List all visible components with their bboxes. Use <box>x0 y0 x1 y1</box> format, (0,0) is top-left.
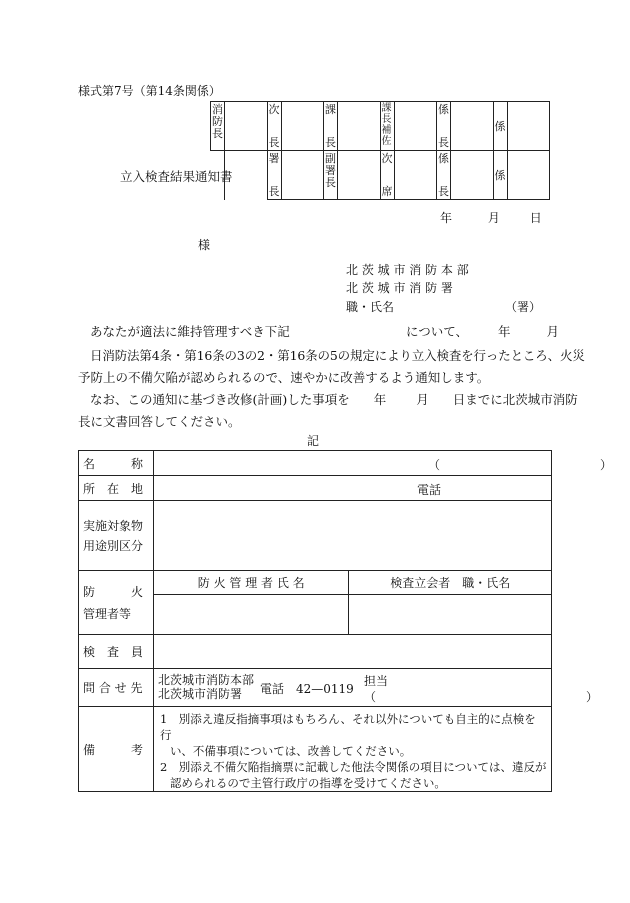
body-line-2: 日消防法第4条・第16条の3の2・第16条の5の規定により立入検査を行ったところ、火災 <box>90 348 585 363</box>
body-line-4: なお、この通知に基づき改修(計画)した事項を 年 月 日までに北茨城市消防 <box>90 392 578 407</box>
stamp-label-section-chief: 課 長 <box>325 103 336 149</box>
address-label: 所 在 地 <box>79 476 154 501</box>
stamp-label-subsection-chief: 係 長 <box>438 103 449 149</box>
stamp-box <box>338 151 380 200</box>
inspector-witness-field <box>349 595 552 635</box>
inspection-details-table <box>78 450 612 792</box>
usage-category-label: 実施対象物 用途別区分 <box>79 501 154 571</box>
stamp-box <box>507 151 549 200</box>
addressee-suffix: 様 <box>198 238 211 252</box>
fire-manager-header: 防 火 管 理 者 氏 名 <box>153 571 349 595</box>
contact-label: 問 合 せ 先 <box>79 669 154 707</box>
stamp-box <box>281 151 323 200</box>
issuer-seal: （署） <box>505 300 542 314</box>
stamp-box <box>394 151 436 200</box>
date-line: 年 月 日 <box>440 211 542 225</box>
stamp-label-assistant-chief: 課 長 補 佐 <box>380 102 394 151</box>
ki-heading: 記 <box>307 434 320 448</box>
body-line-5: 長に文書回答してください。 <box>78 414 241 429</box>
stamp-box <box>225 102 267 151</box>
contact-field: 北茨城市消防本部 北茨城市消防署 電話 42—0119 担当 （ ） <box>153 669 551 707</box>
body-line-1: あなたが適法に維持管理すべき下記 <box>90 324 290 339</box>
issuer-name-label: 職・氏名 <box>346 300 395 314</box>
issuer-line-2: 北 茨 城 市 消 防 署 <box>346 281 453 295</box>
inspector-field <box>153 635 551 669</box>
body-line-3: 予防上の不備欠陥が認められるので、速やかに改善するよう通知します。 <box>78 370 490 385</box>
stamp-label-subsection-chief-2: 係 長 <box>438 152 449 198</box>
stamp-label-staff-2: 係 <box>493 151 507 200</box>
issuer-line-1: 北 茨 城 市 消 防 本 部 <box>346 263 469 277</box>
fire-prevention-manager-label: 防 火 管理者等 <box>79 571 154 635</box>
fire-manager-name-field <box>153 595 349 635</box>
stamp-box <box>451 151 493 200</box>
stamp-label-deputy-station-chief: 副 署 長 <box>324 151 338 200</box>
stamp-label-station-chief: 署 長 <box>268 152 280 198</box>
remarks-label: 備 考 <box>79 707 154 792</box>
inspector-witness-header: 検査立会者 職・氏名 <box>349 571 552 595</box>
address-field: 電話 <box>153 476 551 501</box>
stamp-label-staff: 係 <box>493 102 507 151</box>
name-label: 名 称 <box>79 451 154 476</box>
approval-stamp-grid <box>210 101 550 200</box>
stamp-box <box>281 102 323 151</box>
inspector-label: 検 査 員 <box>79 635 154 669</box>
stamp-box <box>338 102 380 151</box>
stamp-label-chief: 消 防 長 <box>211 102 225 151</box>
stamp-label-second-in-command: 次 席 <box>381 152 393 198</box>
stamp-box <box>507 102 549 151</box>
body-line-1-b: について、 年 月 <box>406 324 560 339</box>
stamp-box <box>394 102 436 151</box>
stamp-box <box>451 102 493 151</box>
remarks-field: 1 別添え違反指摘事項はもちろん、それ以外についても自主的に点検を行 い、不備事項については、改善してください。 2 別添え不備欠陥指摘票に記載した他法令関係の項目については、違反が 認められるので主管行政庁の指導を受けてください。 <box>153 707 551 792</box>
document-title: 立入検査結果通知書 <box>120 169 233 184</box>
usage-category-field <box>153 501 551 571</box>
form-number: 様式第7号（第14条関係） <box>78 84 221 98</box>
stamp-label-deputy-chief: 次 長 <box>268 103 280 149</box>
name-field: （ ） <box>153 451 551 476</box>
